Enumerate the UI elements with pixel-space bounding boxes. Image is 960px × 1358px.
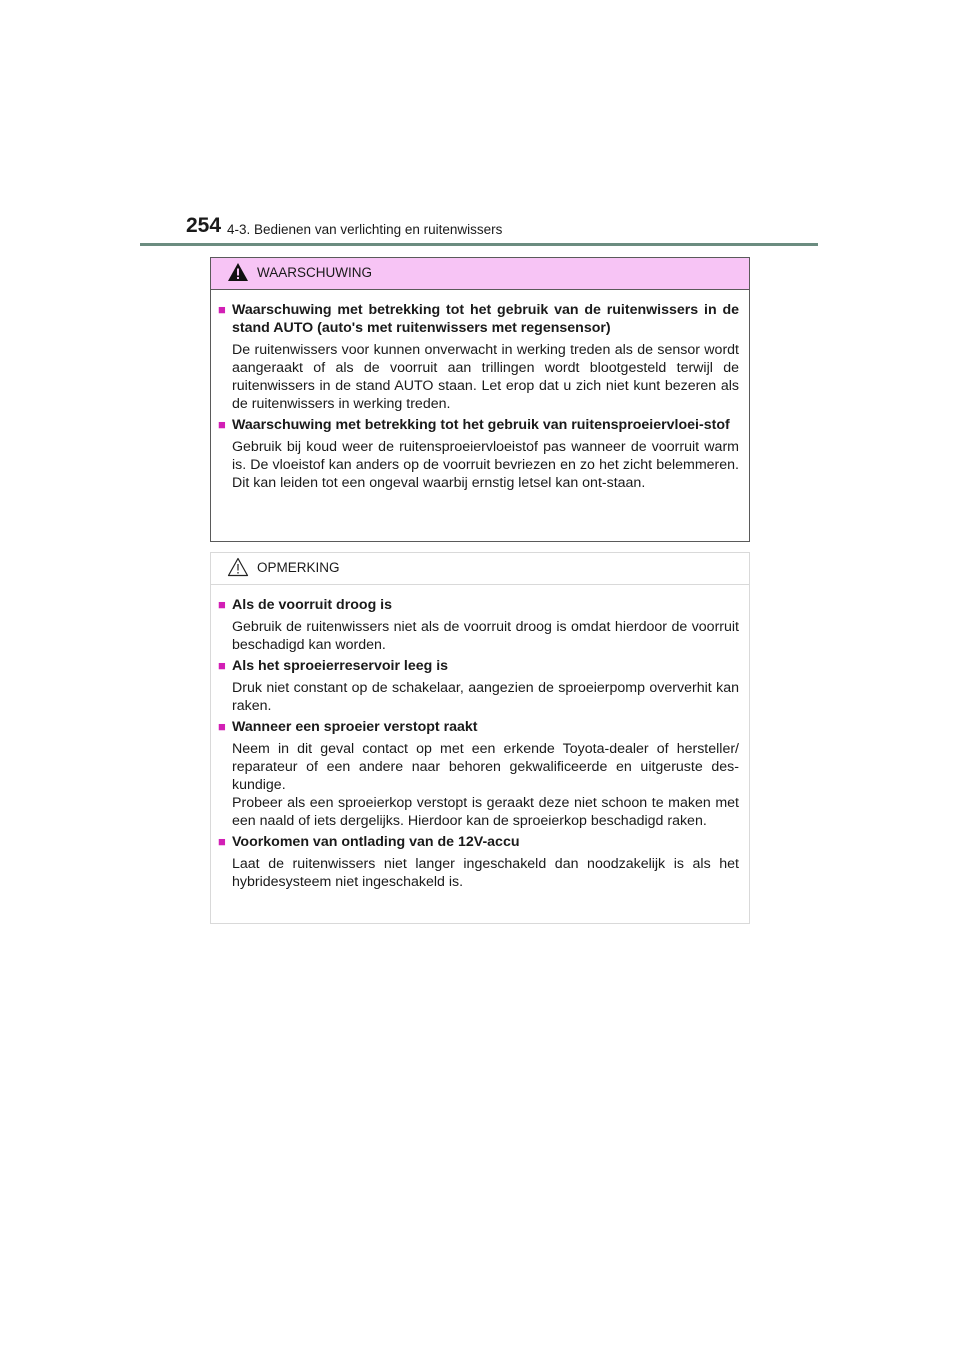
square-bullet-icon: ■: [218, 417, 226, 432]
notice-item: [218, 833, 739, 891]
notice-item: [218, 657, 739, 715]
section-title: 4-3. Bedienen van verlichting en ruitenwissers: [227, 222, 503, 237]
notice-item-text: Laat de ruitenwissers niet langer ingeschakeld dan noodzakelijk is als het hybridesysteem niet ingeschakeld is.: [232, 856, 739, 890]
warning-label: WAARSCHUWING: [257, 265, 372, 280]
warning-triangle-icon: [227, 262, 249, 282]
warning-item-text: Gebruik bij koud weer de ruitensproeiervloeistof pas wanneer de voorruit warm is. De vloeistof kan anders op de voorruit bevriezen en zo het zicht belemmeren. Dit kan leiden tot een ongeval waarbij ernstig letsel kan ont-staan.: [232, 439, 739, 491]
header-divider: [140, 243, 818, 246]
notice-item-title: Als het sproeierreservoir leeg is: [232, 658, 449, 674]
square-bullet-icon: ■: [218, 302, 226, 317]
notice-item-title: Voorkomen van ontlading van de 12V-accu: [232, 834, 520, 850]
notice-item-title: Wanneer een sproeier verstopt raakt: [232, 719, 478, 735]
warning-item-title: Waarschuwing met betrekking tot het gebruik van de ruitenwissers in de stand AUTO (auto's met ruitenwissers met regensensor): [232, 302, 739, 336]
notice-item-text: Neem in dit geval contact op met een erkende Toyota-dealer of hersteller/ reparateur of een andere naar behoren gekwalificeerde en uitgeruste des-kundige. Probeer als een sproeierkop verstopt is geraakt deze niet schoon te maken met een naald of iets dergelijks. Hierdoor kan de sproeierkop beschadigd raken.: [232, 741, 739, 829]
square-bullet-icon: ■: [218, 597, 226, 612]
warning-item-text: De ruitenwissers voor kunnen onverwacht in werking treden als de sensor wordt aangeraakt of als de voorruit aan trillingen wordt blootgesteld terwijl de ruitenwissers in de stand AUTO staan. Let erop dat u zich niet kunt bezeren als de ruitenwissers in werking treden.: [232, 342, 739, 412]
notice-header: [211, 553, 749, 585]
square-bullet-icon: ■: [218, 658, 226, 673]
warning-box: [210, 257, 750, 542]
warning-header: [211, 258, 749, 290]
notice-item-title: Als de voorruit droog is: [232, 597, 393, 613]
warning-item: [218, 301, 739, 413]
square-bullet-icon: ■: [218, 719, 226, 734]
notice-item-text: Gebruik de ruitenwissers niet als de voorruit droog is omdat hierdoor de voorruit beschadigd kan worden.: [232, 619, 739, 653]
notice-item: [218, 718, 739, 830]
notice-box: [210, 552, 750, 924]
warning-body: [211, 290, 749, 492]
notice-label: OPMERKING: [257, 560, 340, 575]
page-header: [186, 214, 816, 244]
square-bullet-icon: ■: [218, 834, 226, 849]
notice-body: [211, 585, 749, 891]
warning-item-title: Waarschuwing met betrekking tot het gebruik van ruitensproeiervloei-stof: [232, 417, 730, 433]
notice-item: [218, 596, 739, 654]
page-number: 254: [186, 214, 222, 237]
caution-triangle-icon: [227, 557, 249, 577]
warning-item: [218, 416, 739, 492]
notice-item-text: Druk niet constant op de schakelaar, aangezien de sproeierpomp oververhit kan raken.: [232, 680, 739, 714]
